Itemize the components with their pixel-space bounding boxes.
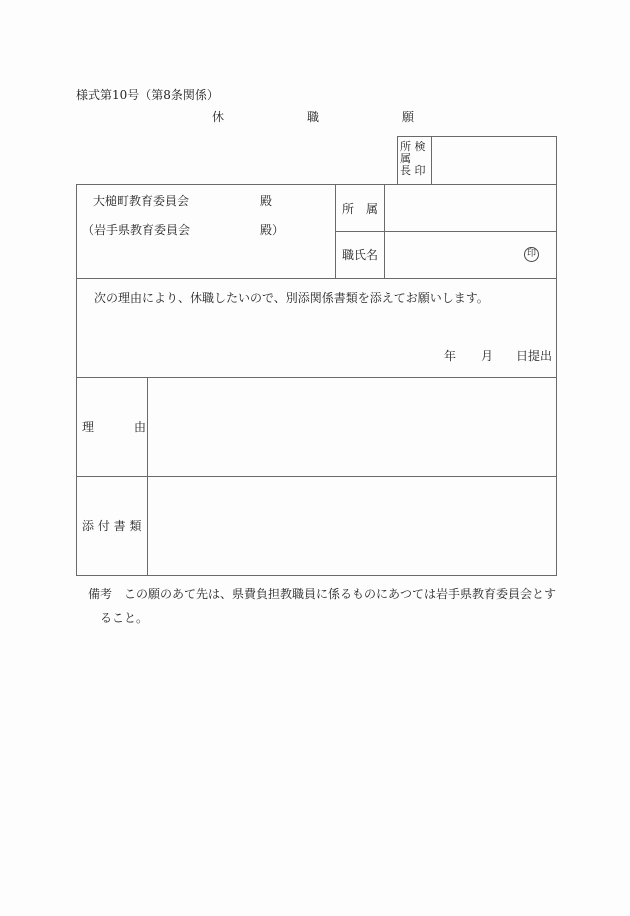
affiliation-label: 所 属 <box>342 202 379 216</box>
date-year-label: 年 <box>444 349 457 363</box>
statement-text: 次の理由により、休職したいので、別添関係書類を添えてお願いします。 <box>94 291 489 305</box>
reason-field[interactable] <box>149 379 555 475</box>
addressee-2-name: （岩手県教育委員会 <box>82 223 191 237</box>
addressee-2-honorific: 殿） <box>260 223 285 237</box>
supervisor-seal-field[interactable] <box>432 137 556 184</box>
date-day-label: 日提出 <box>516 349 553 363</box>
attachments-label: 添 付 書 類 <box>82 519 142 533</box>
name-label: 職氏名 <box>342 248 379 262</box>
affiliation-field[interactable] <box>386 186 555 230</box>
title-char-2: 職 <box>307 110 320 124</box>
remarks-line-2: ること。 <box>100 611 149 625</box>
title-char-1: 休 <box>212 110 225 124</box>
title-char-3: 願 <box>402 110 415 124</box>
seal-icon: 印 <box>524 247 539 262</box>
addressee-1-name: 大槌町教育委員会 <box>93 194 190 208</box>
form-number: 様式第10号（第8条関係） <box>76 88 219 102</box>
name-field[interactable] <box>386 233 516 277</box>
remarks-line-1: 備考 この願のあて先は、県費負担教職員に係るものにあつては岩手県教育委員会とす <box>88 587 557 601</box>
reason-label: 理 由 <box>82 420 148 434</box>
attachments-field[interactable] <box>149 478 555 574</box>
date-month-label: 月 <box>481 349 494 363</box>
stamp-label: 所 検 属 長 印 <box>400 140 426 177</box>
addressee-1-honorific: 殿 <box>260 194 273 208</box>
